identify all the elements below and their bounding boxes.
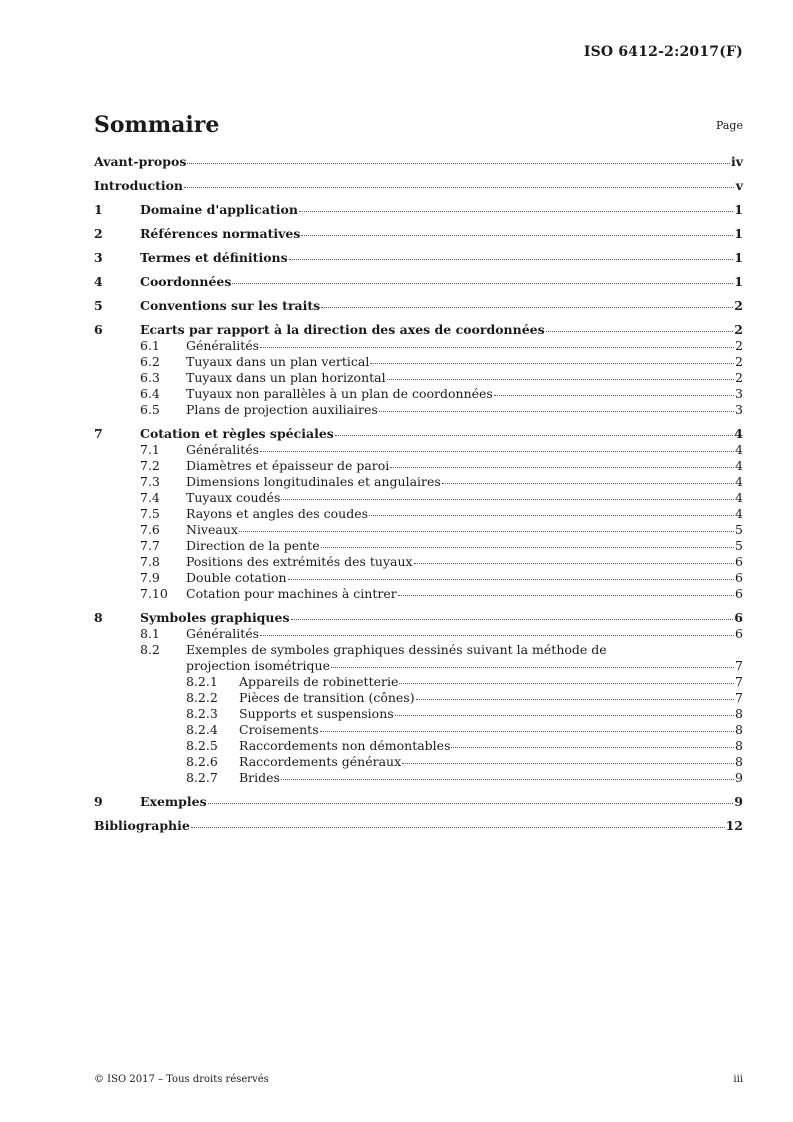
dot-leader <box>402 763 734 764</box>
dot-leader <box>291 619 734 620</box>
dot-leader <box>232 283 733 284</box>
dot-leader <box>260 451 734 452</box>
toc-entry-text: Références normatives <box>140 226 301 241</box>
toc-entry-text: Supports et suspensions <box>239 706 394 721</box>
dot-leader <box>321 307 733 308</box>
toc-entry-text: Exemples de symboles graphiques dessinés suivant la méthode de <box>186 642 607 657</box>
toc-entry-section-7[interactable] <box>94 426 743 442</box>
toc-entry-page: 6 <box>735 554 743 569</box>
dot-leader <box>369 515 734 516</box>
toc-entry-subsubsection[interactable] <box>94 674 743 690</box>
dot-leader <box>414 563 734 564</box>
dot-leader <box>281 779 734 780</box>
dot-leader <box>331 667 734 668</box>
toc-entry-text: Appareils de robinetterie <box>239 674 399 689</box>
toc-entry-text: Avant-propos <box>94 154 187 169</box>
toc-entry-page: 3 <box>735 386 743 401</box>
toc-entry-page: 4 <box>734 426 743 441</box>
toc-entry-number: 6.4 <box>140 386 160 401</box>
toc-entry-text: projection isométrique <box>186 658 330 673</box>
toc-entry-page: 9 <box>735 770 743 785</box>
toc-entry-page: 4 <box>735 442 743 457</box>
toc-entry-number: 6.3 <box>140 370 160 385</box>
toc-entry-text: Bibliographie <box>94 818 190 833</box>
toc-entry-subsection[interactable] <box>94 570 743 586</box>
toc-entry-text: Direction de la pente <box>186 538 320 553</box>
toc-entry-subsubsection[interactable] <box>94 690 743 706</box>
dot-leader <box>379 411 734 412</box>
dot-leader <box>387 379 734 380</box>
toc-entry-subsection[interactable] <box>94 506 743 522</box>
toc-entry-page: 6 <box>735 586 743 601</box>
dot-leader <box>187 163 730 164</box>
dot-leader <box>451 747 734 748</box>
toc-entry-subsubsection[interactable] <box>94 754 743 770</box>
toc-entry-section-3[interactable] <box>94 250 743 266</box>
toc-entry-text: Domaine d'application <box>140 202 298 217</box>
toc-entry-page: 2 <box>734 298 743 313</box>
toc-entry-number: 9 <box>94 794 103 809</box>
dot-leader <box>335 435 733 436</box>
toc-entry-number: 5 <box>94 298 103 313</box>
toc-entry-text: Tuyaux non parallèles à un plan de coordonnées <box>186 386 493 401</box>
toc-entry-page: 6 <box>735 570 743 585</box>
toc-entry-page: 7 <box>735 674 743 689</box>
dot-leader <box>301 235 733 236</box>
toc-entry-page: 3 <box>735 402 743 417</box>
dot-leader <box>191 827 725 828</box>
toc-entry-page: 12 <box>725 818 743 833</box>
dot-leader <box>416 699 734 700</box>
dot-leader <box>208 803 734 804</box>
dot-leader <box>399 683 734 684</box>
toc-entry-text: Dimensions longitudinales et angulaires <box>186 474 441 489</box>
dot-leader <box>320 731 734 732</box>
toc-entry-number: 7.2 <box>140 458 160 473</box>
toc-entry-page: 8 <box>735 738 743 753</box>
toc-entry-number: 1 <box>94 202 103 217</box>
toc-entry-number: 4 <box>94 274 103 289</box>
toc-entry-text: Croisements <box>239 722 319 737</box>
toc-entry-number: 7.9 <box>140 570 160 585</box>
toc-entry-page: iv <box>730 154 743 169</box>
toc-entry-subsection[interactable] <box>94 338 743 354</box>
dot-leader <box>260 347 734 348</box>
toc-entry-text: Niveaux <box>186 522 238 537</box>
toc-entry-number: 8.2.5 <box>186 738 218 753</box>
toc-entry-subsubsection[interactable] <box>94 722 743 738</box>
toc-entry-text: Rayons et angles des coudes <box>186 506 369 521</box>
dot-leader <box>281 499 734 500</box>
toc-entry-number: 8.1 <box>140 626 160 641</box>
dot-leader <box>289 259 734 260</box>
toc-entry-number: 2 <box>94 226 103 241</box>
toc-entry-number: 7.8 <box>140 554 160 569</box>
dot-leader <box>494 395 734 396</box>
toc-entry-text: Tuyaux coudés <box>186 490 281 505</box>
toc-entry-page: 4 <box>735 474 743 489</box>
toc-entry-text: Plans de projection auxiliaires <box>186 402 378 417</box>
toc-entry-page: 1 <box>734 274 743 289</box>
toc-entry-number: 7.10 <box>140 586 168 601</box>
toc-entry-text: Conventions sur les traits <box>140 298 321 313</box>
toc-entry-subsection[interactable] <box>94 354 743 370</box>
toc-entry-page: 1 <box>734 226 743 241</box>
toc-entry-text: Symboles graphiques <box>140 610 290 625</box>
toc-entry-subsection[interactable] <box>94 386 743 402</box>
dot-leader <box>288 579 734 580</box>
toc-entry-page: 6 <box>734 610 743 625</box>
toc-entry-text: Tuyaux dans un plan horizontal <box>186 370 386 385</box>
toc-entry-text: Généralités <box>186 626 260 641</box>
page-title: Sommaire <box>94 112 220 138</box>
toc-entry-text: Termes et définitions <box>140 250 288 265</box>
toc-entry-number: 8 <box>94 610 103 625</box>
toc-entry-number: 6 <box>94 322 103 337</box>
toc-entry-text: Coordonnées <box>140 274 232 289</box>
dot-leader <box>321 547 734 548</box>
toc-entry-page: 9 <box>734 794 743 809</box>
toc-entry-subsection[interactable] <box>94 370 743 386</box>
toc-entry-subsection[interactable] <box>94 458 743 474</box>
toc-entry-section-5[interactable] <box>94 298 743 314</box>
dot-leader <box>546 331 734 332</box>
toc-entry-page: 8 <box>735 706 743 721</box>
toc-entry-section-9[interactable] <box>94 794 743 810</box>
toc-entry-page: 6 <box>735 626 743 641</box>
table-of-contents <box>94 154 743 834</box>
dot-leader <box>239 531 734 532</box>
toc-entry-subsection[interactable] <box>94 522 743 538</box>
toc-entry-section-4[interactable] <box>94 274 743 290</box>
toc-entry-subsection[interactable] <box>94 554 743 570</box>
toc-entry-subsection[interactable] <box>94 402 743 418</box>
toc-entry-bibliographie[interactable] <box>94 818 743 834</box>
toc-entry-number: 8.2.6 <box>186 754 218 769</box>
toc-entry-text: Raccordements non démontables <box>239 738 451 753</box>
toc-entry-text: Double cotation <box>186 570 287 585</box>
toc-entry-number: 8.2.1 <box>186 674 218 689</box>
page-number: iii <box>733 1074 743 1085</box>
toc-entry-text: Diamètres et épaisseur de paroi <box>186 458 390 473</box>
toc-entry-subsection-8-2-continued[interactable] <box>94 658 743 674</box>
toc-entry-page: 4 <box>735 458 743 473</box>
toc-entry-number: 8.2.3 <box>186 706 218 721</box>
toc-entry-page: 8 <box>735 754 743 769</box>
toc-entry-page: 2 <box>735 338 743 353</box>
copyright-notice: © ISO 2017 – Tous droits réservés <box>94 1074 269 1085</box>
toc-entry-page: 1 <box>734 250 743 265</box>
toc-entry-subsection[interactable] <box>94 442 743 458</box>
toc-entry-number: 7.6 <box>140 522 160 537</box>
toc-entry-section-8[interactable] <box>94 610 743 626</box>
toc-entry-number: 7 <box>94 426 103 441</box>
dot-leader <box>395 715 734 716</box>
toc-entry-number: 7.4 <box>140 490 160 505</box>
dot-leader <box>398 595 734 596</box>
toc-entry-number: 6.5 <box>140 402 160 417</box>
toc-entry-text: Introduction <box>94 178 184 193</box>
toc-entry-subsubsection[interactable] <box>94 706 743 722</box>
toc-entry-page: 2 <box>734 322 743 337</box>
toc-entry-page: 8 <box>735 722 743 737</box>
toc-entry-text: Raccordements généraux <box>239 754 402 769</box>
toc-entry-page: 7 <box>735 690 743 705</box>
dot-leader <box>260 635 734 636</box>
toc-entry-text: Brides <box>239 770 280 785</box>
toc-entry-text: Généralités <box>186 338 260 353</box>
toc-entry-page: 2 <box>735 370 743 385</box>
toc-entry-number: 8.2 <box>140 642 160 657</box>
toc-entry-page: 2 <box>735 354 743 369</box>
toc-entry-subsubsection[interactable] <box>94 738 743 754</box>
dot-leader <box>370 363 734 364</box>
toc-entry-subsection[interactable] <box>94 490 743 506</box>
toc-entry-subsection[interactable] <box>94 626 743 642</box>
toc-entry-number: 7.5 <box>140 506 160 521</box>
toc-entry-text: Généralités <box>186 442 260 457</box>
toc-entry-text: Cotation pour machines à cintrer <box>186 586 397 601</box>
toc-entry-text: Ecarts par rapport à la direction des axes de coordonnées <box>140 322 545 337</box>
toc-entry-section-6[interactable] <box>94 322 743 338</box>
toc-entry-number: 8.2.2 <box>186 690 218 705</box>
toc-entry-number: 7.3 <box>140 474 160 489</box>
toc-entry-number: 3 <box>94 250 103 265</box>
toc-entry-subsection[interactable] <box>94 586 743 602</box>
toc-entry-number: 7.1 <box>140 442 160 457</box>
toc-entry-number: 8.2.7 <box>186 770 218 785</box>
toc-entry-number: 6.2 <box>140 354 160 369</box>
toc-entry-page: 1 <box>734 202 743 217</box>
toc-entry-text: Pièces de transition (cônes) <box>239 690 415 705</box>
toc-entry-introduction[interactable] <box>94 178 743 194</box>
toc-entry-avant-propos[interactable] <box>94 154 743 170</box>
toc-entry-section-2[interactable] <box>94 226 743 242</box>
dot-leader <box>184 187 734 188</box>
dot-leader <box>390 467 734 468</box>
toc-entry-subsection[interactable] <box>94 538 743 554</box>
toc-entry-page: 5 <box>735 522 743 537</box>
toc-entry-subsection[interactable] <box>94 474 743 490</box>
toc-entry-page: 4 <box>735 490 743 505</box>
toc-entry-subsection-8-2[interactable] <box>94 642 743 658</box>
toc-entry-number: 7.7 <box>140 538 160 553</box>
toc-entry-page: 5 <box>735 538 743 553</box>
toc-entry-text: Tuyaux dans un plan vertical <box>186 354 370 369</box>
toc-entry-page: 7 <box>735 658 743 673</box>
toc-entry-text: Positions des extrémités des tuyaux <box>186 554 413 569</box>
toc-entry-page: v <box>735 178 743 193</box>
page-column-label: Page <box>715 119 743 132</box>
toc-entry-number: 8.2.4 <box>186 722 218 737</box>
dot-leader <box>299 211 733 212</box>
toc-entry-page: 4 <box>735 506 743 521</box>
toc-entry-section-1[interactable] <box>94 202 743 218</box>
toc-entry-text: Exemples <box>140 794 207 809</box>
toc-entry-text: Cotation et règles spéciales <box>140 426 334 441</box>
document-id: ISO 6412-2:2017(F) <box>583 44 743 60</box>
dot-leader <box>442 483 734 484</box>
toc-entry-subsubsection[interactable] <box>94 770 743 786</box>
toc-entry-number: 6.1 <box>140 338 160 353</box>
